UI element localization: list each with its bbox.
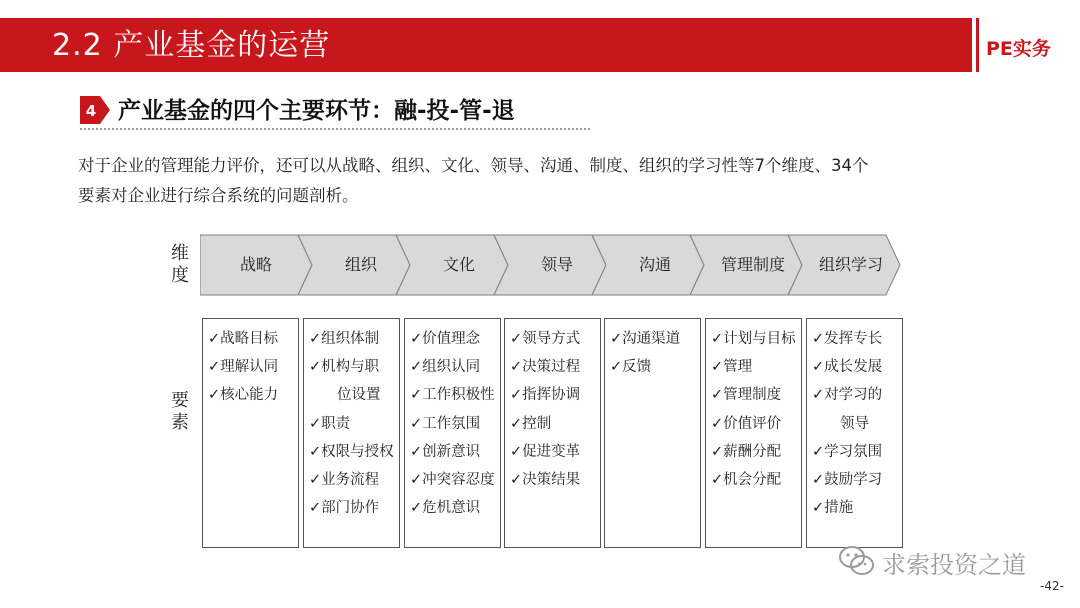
dimension-label-char-1: 维: [171, 243, 189, 264]
element-box: [806, 318, 903, 548]
element-item: ✓措施: [812, 500, 854, 517]
element-item: ✓冲突容忍度: [410, 472, 495, 489]
intro-paragraph: [78, 151, 1058, 211]
element-box: [705, 318, 802, 548]
element-item: ✓机会分配: [711, 472, 782, 489]
element-item: ✓薪酬分配: [711, 443, 782, 460]
element-item: 位设置: [337, 387, 381, 404]
dimension-label: 文化: [442, 255, 475, 274]
intro-line-2: 要素对企业进行综合系统的问题剖析。: [78, 186, 359, 205]
section-title: 产业基金的四个主要环节：融-投-管-退: [118, 98, 515, 124]
element-item: ✓组织体制: [309, 331, 380, 347]
brand-logo: PE实务: [986, 38, 1051, 60]
element-item: ✓沟通渠道: [610, 331, 681, 347]
elements-label-char-2: 素: [171, 412, 189, 433]
element-item: ✓鼓励学习: [812, 472, 883, 489]
section-underline: [80, 128, 590, 130]
intro-line-1: 对于企业的管理能力评价，还可以从战略、组织、文化、领导、沟通、制度、组织的学习性等7个维度、34个: [78, 156, 869, 175]
dimension-label-char-2: 度: [171, 265, 189, 286]
section-number: 4: [85, 102, 97, 120]
element-box: [604, 318, 701, 548]
element-item: ✓价值评价: [711, 415, 782, 432]
element-item: ✓决策结果: [510, 472, 581, 489]
element-item: ✓权限与授权: [309, 443, 394, 460]
elements-label-char-1: 要: [171, 390, 189, 411]
dimension-label: 领导: [540, 255, 573, 274]
element-item: ✓管理: [711, 359, 753, 376]
element-item: ✓理解认同: [208, 359, 279, 376]
element-item: ✓发挥专长: [812, 331, 883, 347]
dimension-label: 战略: [239, 255, 272, 274]
page-number: -42-: [1040, 579, 1064, 593]
element-item: ✓战略目标: [208, 331, 279, 347]
element-item: ✓价值理念: [410, 331, 481, 347]
element-item: ✓计划与目标: [711, 331, 796, 347]
element-item: ✓创新意识: [410, 443, 481, 460]
element-box: [202, 318, 299, 548]
element-box: [404, 318, 501, 548]
element-item: ✓核心能力: [208, 387, 279, 404]
element-item: ✓领导方式: [510, 331, 581, 347]
element-item: ✓机构与职: [309, 359, 380, 376]
dimension-label: 组织: [344, 255, 377, 274]
wechat-icon: [838, 545, 876, 577]
elements-row-label: [170, 390, 190, 434]
element-item: ✓对学习的: [812, 387, 883, 404]
dimension-label: 组织学习: [818, 255, 883, 274]
element-item: ✓学习氛围: [812, 443, 883, 460]
element-item: ✓业务流程: [309, 472, 380, 489]
watermark-text: 求索投资之道: [882, 551, 1026, 579]
element-item: ✓组织认同: [410, 359, 481, 376]
element-item: ✓危机意识: [410, 500, 481, 517]
section-number-badge: [80, 96, 110, 124]
element-box: [504, 318, 601, 548]
dimension-label: 管理制度: [720, 255, 785, 274]
dimension-row-label: [170, 243, 190, 287]
dimension-chevron-row: [200, 234, 912, 296]
element-item: ✓工作氛围: [410, 415, 481, 432]
element-item: ✓反馈: [610, 359, 652, 376]
element-item: 领导: [840, 415, 869, 432]
element-item: ✓管理制度: [711, 387, 782, 404]
element-item: ✓指挥协调: [510, 387, 581, 404]
element-item: ✓成长发展: [812, 359, 883, 376]
element-item: ✓决策过程: [510, 359, 581, 376]
element-box: [303, 318, 400, 548]
element-item: ✓部门协作: [309, 500, 380, 517]
element-item: ✓职责: [309, 415, 351, 432]
element-item: ✓工作积极性: [410, 387, 495, 404]
element-item: ✓促进变革: [510, 443, 581, 460]
dimension-label: 沟通: [638, 255, 671, 274]
element-item: ✓控制: [510, 415, 552, 432]
page-title: 2.2 产业基金的运营: [52, 28, 331, 63]
